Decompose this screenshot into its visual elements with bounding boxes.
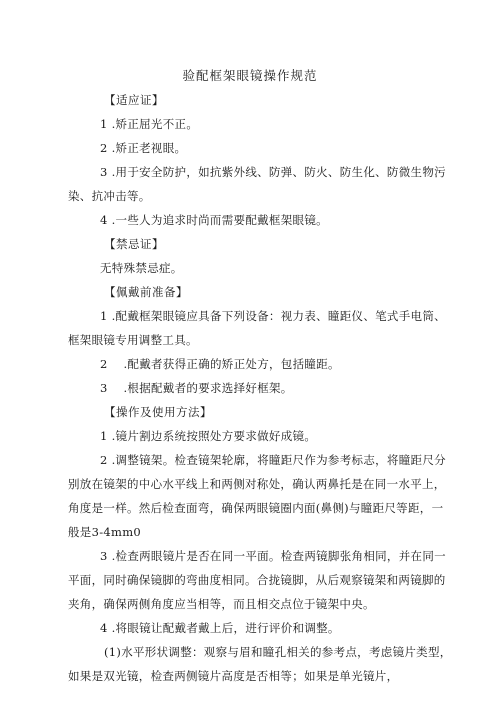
paragraph-line: 无特殊禁忌症。 xyxy=(100,261,183,275)
paragraph-line: (1)水平形状调整：观察与眉和瞳孔相关的参考点，考虑镜片类型， xyxy=(104,645,452,659)
paragraph-line: 3 .根据配戴者的要求选择好框架。 xyxy=(100,381,293,395)
paragraph-line: 别放在镜架的中心水平线上和两侧对称处，确认两鼻托是在同一水平上， xyxy=(68,477,446,491)
paragraph-line: 2 .配戴者获得正确的矫正处方，包括瞳距。 xyxy=(100,357,340,371)
section-heading-contraindications: 【禁忌证】 xyxy=(104,237,164,251)
section-heading-preparation: 【佩戴前准备】 xyxy=(104,285,188,299)
paragraph-line: 1 .配戴框架眼镜应具备下列设备：视力表、瞳距仪、笔式手电筒、 xyxy=(100,309,446,323)
paragraph-line: 角度是一样。然后检查面弯，确保两眼镜圈内面(鼻侧)与瞳距尺等距，一 xyxy=(68,501,444,515)
paragraph-line: 1 .镜片割边系统按照处方要求做好成镜。 xyxy=(100,429,317,443)
paragraph-line: 如果是双光镜，检查两侧镜片高度是否相等；如果是单光镜片， xyxy=(68,669,399,683)
paragraph-line: 平面，同时确保镜脚的弯曲度相同。合拢镜脚，从后观察镜架和两镜脚的 xyxy=(68,573,446,587)
paragraph-line: 1 .矫正屈光不正。 xyxy=(100,117,199,131)
paragraph-line: 框架眼镜专用调整工具。 xyxy=(68,333,198,347)
paragraph-line: 3 .检查两眼镜片是否在同一平面。检查两镜脚张角相同，并在同一 xyxy=(100,549,446,563)
paragraph-line: 2 .矫正老视眼。 xyxy=(100,141,187,155)
paragraph-line: 染、抗冲击等。 xyxy=(68,189,151,203)
paragraph-line: 4 .一些人为追求时尚而需要配戴框架眼镜。 xyxy=(100,213,328,227)
section-heading-indications: 【适应证】 xyxy=(104,93,164,107)
paragraph-line: 3 .用于安全防护，如抗紫外线、防弹、防火、防生化、防微生物污 xyxy=(100,165,446,179)
section-heading-procedure: 【操作及使用方法】 xyxy=(104,405,212,419)
page-title: 验配框架眼镜操作规范 xyxy=(182,68,318,83)
paragraph-line: 般是3-4mm0 xyxy=(68,525,142,539)
paragraph-line: 2 .调整镜架。检查镜架轮廓，将瞳距尺作为参考标志，将瞳距尺分 xyxy=(100,453,446,467)
paragraph-line: 夹角，确保两侧角度应当相等，而且相交点位于镜架中央。 xyxy=(68,597,375,611)
paragraph-line: 4 .将眼镜让配戴者戴上后，进行评价和调整。 xyxy=(100,621,340,635)
